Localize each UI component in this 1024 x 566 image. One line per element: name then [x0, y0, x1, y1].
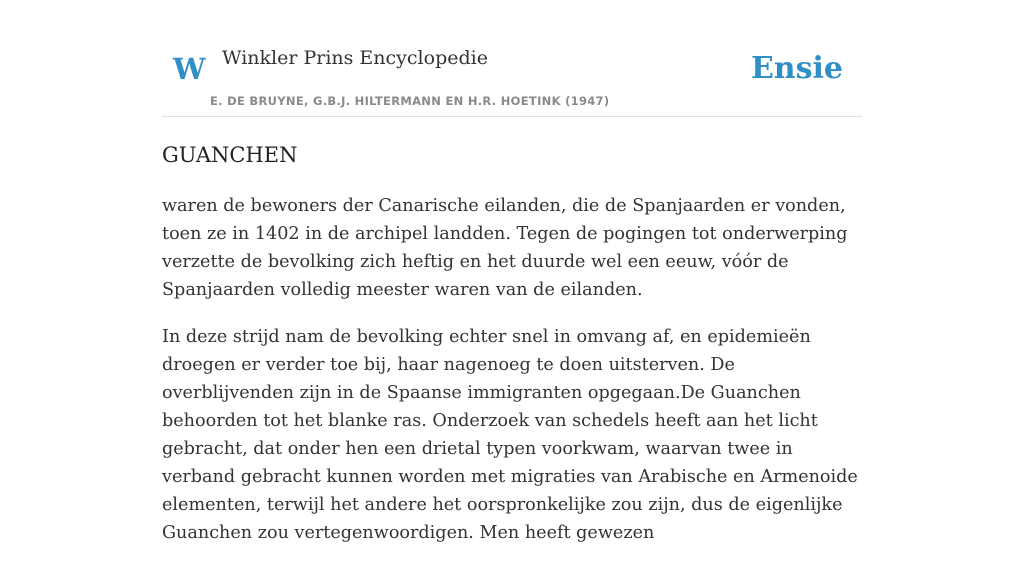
- article-paragraph: In deze strijd nam de bevolking echter snel in omvang af, en epidemieën droegen er verder toe bij, haar nagenoeg te doen uitsterven. De overblijvenden zijn in de Spaanse immigranten opgegaan.De Guanchen behoorden tot het blanke ras. Onderzoek van schedels heeft aan het licht gebracht, dat onder hen een drietal typen voorkwam, waarvan twee in verband gebracht kunnen worden met migraties van Arabische en Armenoide elementen, terwijl het andere het oorspronkelijke zou zijn, dus de eigenlijke Guanchen zou vertegenwoordigen. Men heeft gewezen: [162, 327, 858, 543]
- publication-logo[interactable]: W: [173, 52, 206, 86]
- site-header: [162, 0, 862, 117]
- publication-title[interactable]: Winkler Prins Encyclopedie: [222, 47, 488, 69]
- ensie-logo[interactable]: Ensie: [750, 51, 843, 86]
- article-paragraph: waren de bewoners der Canarische eilanden, die de Spanjaarden er vonden, toen ze in 1402 in de archipel landden. Tegen de pogingen tot onderwerping verzette de bevolking zich heftig en het duurde wel een eeuw, vóór de Spanjaarden volledig meester waren van de eilanden.: [162, 196, 848, 300]
- article-title: GUANCHEN: [162, 143, 298, 167]
- article-body: [162, 192, 862, 566]
- publication-authors: E. DE BRUYNE, G.B.J. HILTERMANN EN H.R. HOETINK (1947): [210, 94, 610, 108]
